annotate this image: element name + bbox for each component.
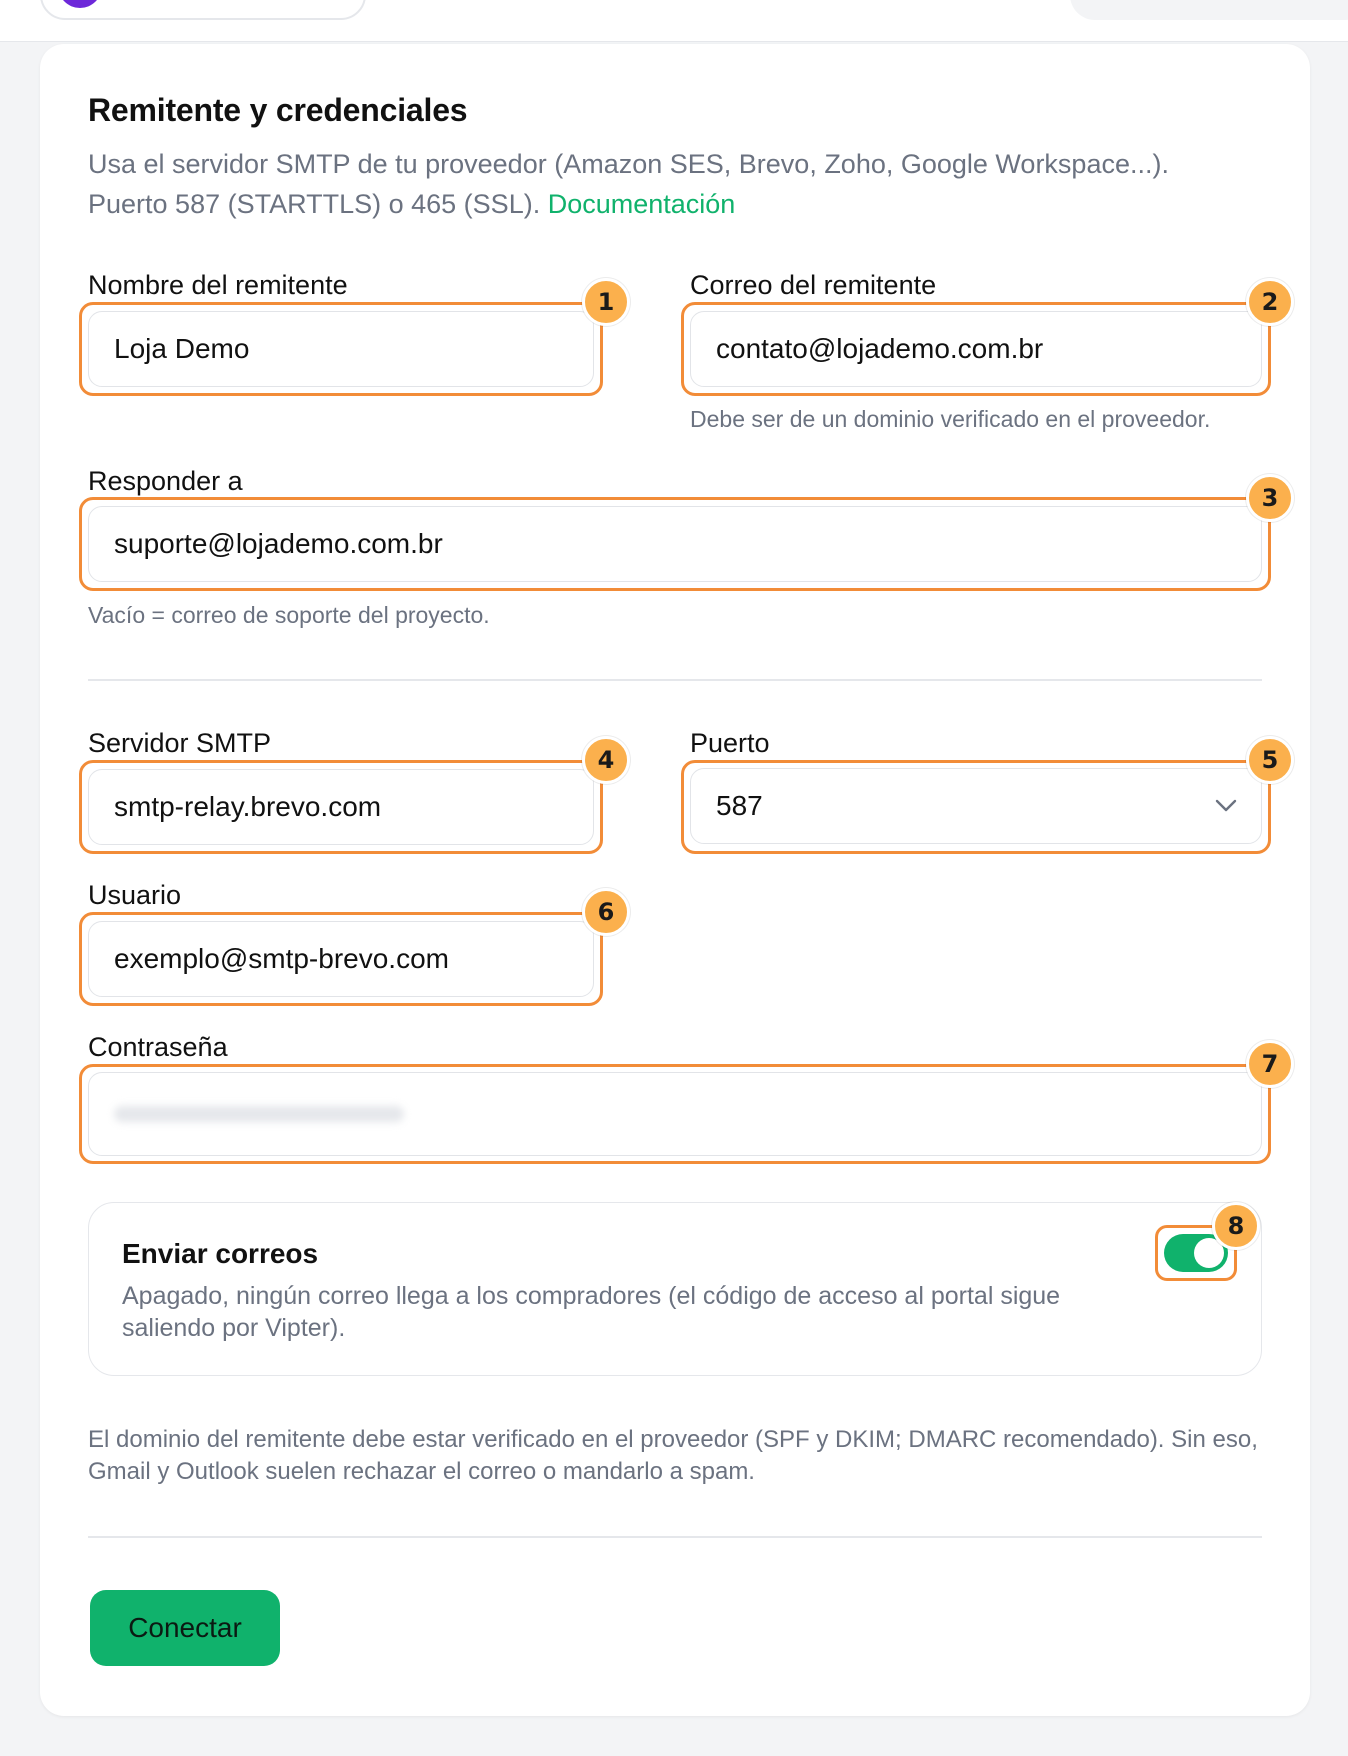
smtp-server-value: smtp-relay.brevo.com xyxy=(114,791,382,822)
smtp-server-input[interactable] xyxy=(88,769,594,845)
badge-3: 3 xyxy=(1246,474,1294,522)
section-description-line2: Puerto 587 (STARTTLS) o 465 (SSL). xyxy=(88,189,541,219)
user-input[interactable] xyxy=(88,921,594,997)
sender-name-value: Loja Demo xyxy=(114,333,250,364)
port-select[interactable] xyxy=(690,768,1262,844)
send-emails-title: Enviar correos xyxy=(122,1238,319,1269)
sender-email-input[interactable] xyxy=(690,311,1262,387)
smtp-settings-card xyxy=(40,44,1310,1716)
password-input[interactable] xyxy=(88,1072,1262,1156)
top-search[interactable] xyxy=(1070,0,1348,20)
password-label: Contraseña xyxy=(88,1032,228,1062)
section-divider xyxy=(88,679,1262,681)
domain-note-line1: El dominio del remitente debe estar verificado en el proveedor (SPF y DKIM; DMARC recomendado). Sin eso, xyxy=(88,1426,1258,1453)
reply-to-input[interactable] xyxy=(88,506,1262,582)
sender-email-label: Correo del remitente xyxy=(690,270,937,300)
project-switcher[interactable] xyxy=(40,0,366,20)
section-description xyxy=(88,144,1238,224)
documentation-link[interactable]: Documentación xyxy=(547,189,736,219)
reply-to-label: Responder a xyxy=(88,466,243,496)
connect-button[interactable]: Conectar xyxy=(90,1590,280,1666)
send-emails-description-line1: Apagado, ningún correo llega a los compradores (el código de acceso al portal sigue xyxy=(122,1282,1061,1310)
badge-5: 5 xyxy=(1246,736,1294,784)
chevron-down-icon xyxy=(1215,799,1237,813)
send-emails-description-line2: saliendo por Vipter). xyxy=(122,1314,346,1342)
footer-divider xyxy=(88,1536,1262,1538)
sender-name-input[interactable] xyxy=(88,311,594,387)
send-emails-description xyxy=(122,1280,1102,1344)
smtp-server-label: Servidor SMTP xyxy=(88,728,272,758)
port-value: 587 xyxy=(716,790,763,821)
badge-6: 6 xyxy=(582,888,630,936)
badge-2: 2 xyxy=(1246,278,1294,326)
badge-4: 4 xyxy=(582,736,630,784)
top-bar xyxy=(0,0,1348,42)
badge-7: 7 xyxy=(1246,1040,1294,1088)
user-value: exemplo@smtp-brevo.com xyxy=(114,943,449,974)
domain-verification-note xyxy=(88,1424,1268,1488)
reply-to-value: suporte@lojademo.com.br xyxy=(114,528,443,559)
sender-email-hint: Debe ser de un dominio verificado en el proveedor. xyxy=(690,406,1211,432)
password-masked-value xyxy=(114,1106,404,1122)
user-label: Usuario xyxy=(88,880,182,910)
project-avatar xyxy=(58,0,102,8)
badge-1: 1 xyxy=(582,278,630,326)
port-label: Puerto xyxy=(690,728,770,758)
section-title: Remitente y credenciales xyxy=(88,92,468,128)
reply-to-hint: Vacío = correo de soporte del proyecto. xyxy=(88,602,490,628)
sender-email-value: contato@lojademo.com.br xyxy=(716,333,1044,364)
badge-8: 8 xyxy=(1212,1202,1260,1250)
sender-name-label: Nombre del remitente xyxy=(88,270,348,300)
section-description-line1: Usa el servidor SMTP de tu proveedor (Amazon SES, Brevo, Zoho, Google Workspace...). xyxy=(88,149,1169,179)
domain-note-line2: Gmail y Outlook suelen rechazar el correo o mandarlo a spam. xyxy=(88,1458,755,1485)
